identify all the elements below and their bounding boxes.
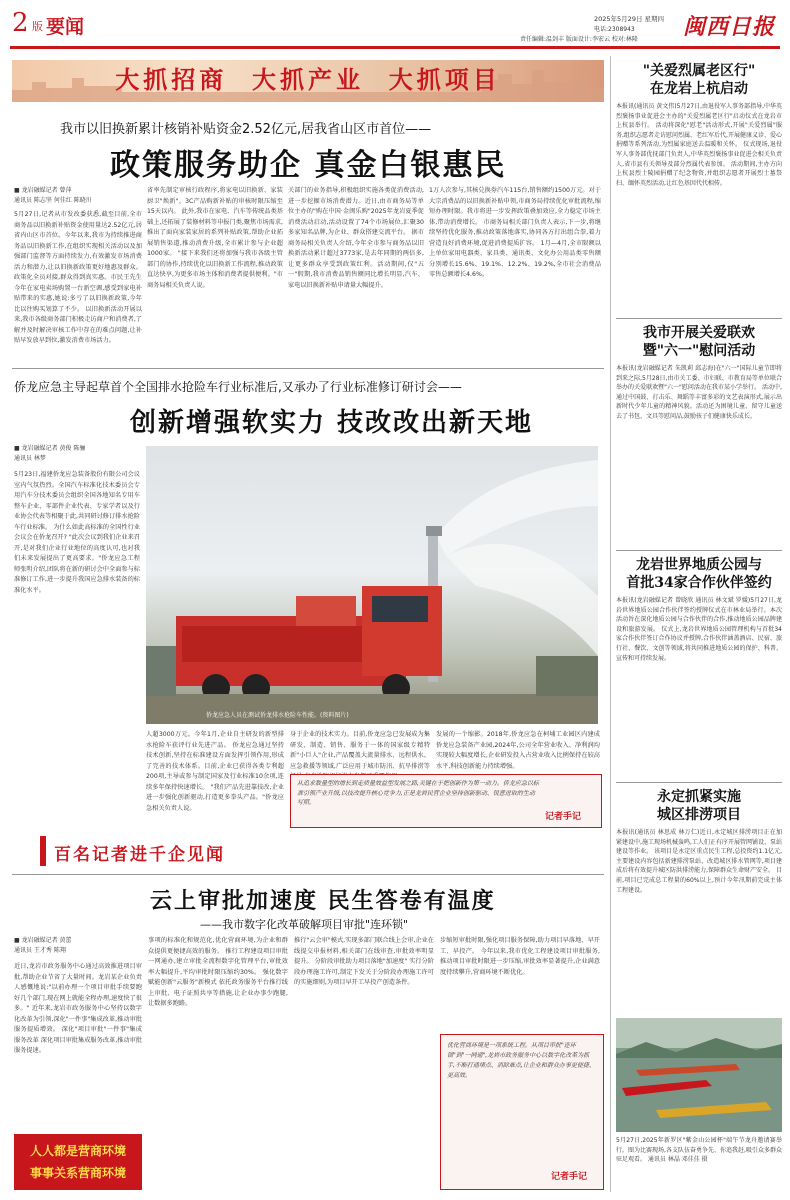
page-number: 2 (12, 8, 29, 38)
article2-kicker: 侨龙应急主导起草首个全国排水抢险车行业标准后,又承办了行业标准修订研讨会—— (14, 380, 462, 394)
campaign-banner (12, 60, 604, 102)
article3-column-3: 推行"云会审"模式,实现多部门联合线上会审,企业在线提交申报材料,相关部门在线审查,审批效率明显提升。 分阶段审批助力项目落地"加速度" 实行分阶段办理施工许可,制定下发关于分阶段办理施工许可的实施细则,为项目早开工早投产创造条件。 (294, 937, 434, 986)
column-banner-text: 百名记者进千企见闻 (54, 845, 225, 865)
article2-column-1: 5月23日,福建侨龙应急装备股份有限公司会议室内气氛热烈。全国汽车标准化技术委员会专用汽车分技术委员会组织全国各地知名专用车整车企业、零部件企业代表、专家学者以及行业协会代表等相聚于此,共同研讨修订排水抢险车行业标准。 为什么如此高标准的全国性行业会议会在侨龙召开? "此次会议到我们企业来召开,是对我们企业行业地位的高度认可,也对我们未来发展提出了更高要求。"侨龙应急工程师张明介绍,团队将在新的研讨会中全面参与标准修订工作,进一步提升我国应急排水装备的标准化水平。 (14, 471, 140, 594)
side2-divider (616, 550, 782, 551)
page-suffix: 版 (32, 20, 43, 33)
side2-body: 本报讯(龙岩融媒记者 朱凯莉 邱志海)在"六一"国际儿童节即将到来之际,5月28日,由市关工委、市妇联、市教育局等单位联合举办的关爱联欢暨"六一"慰问活动在我市某小学举行。 活动中,通过中国鼓、打击乐、舞蹈等丰富多彩的文艺表演形式,展示出新时代少年儿童的精神风貌。活动还为困境儿童、留守儿童送去了书包、文具等慰问品,鼓励孩子们健康快乐成长。 (616, 365, 782, 420)
reporter-note-box-2 (440, 1034, 604, 1190)
issue-date: 2025年5月29日 星期四 (594, 15, 665, 23)
article1-column-3: 关部门的业务指导,积极组织实施各类促消费活动,进一步挖掘市场消费潜力。近日,由市商务局等单位主办的"购在中国·金闽乐购"2025年龙岩夏季促消费活动启动,活动设置了74个市场展位,汇聚30多家知名品牌,为企业、群众搭建交流平台。 据市商务局相关负责人介绍,今年全市参与商务品以旧换新活动累计超过3773家,是去年同期的两倍多,让更多群众享受到政策红利。活动期间,仅"五一"假期,我市消费品销售额同比增长明显,汽车、家电以旧换新补贴申请量大幅提升。 (288, 187, 424, 289)
article1-byline: ■ 龙岩融媒记者 曾萍 通讯员 陈志坚 何佳红 陈晓川 (14, 187, 92, 204)
article3-title: 云上审批加速度 民生答卷有温度 (150, 888, 496, 914)
side3-divider (616, 782, 782, 783)
article1-column-1: 5月27日,记者从市发改委获悉,截至目前,全市商务品以旧换新补贴资金使用量达2.52亿元,居省内山区市首位。今年以来,我市为持续推进商务品以旧换新工作,在组织实现相关活动以及加强部门监督等方面持续发力,有效激发市场消费活力和潜力,让以旧换新政策更好地惠及群众。 政策化全员对接,群众得到真实惠。市民王先生今年在家电卖场购置一台新空调,感受到家电补贴带来的实惠,她说:多亏了以旧换新政策,今年比以往购买划算了不少。 以旧换新活动开展以来,我市各级商务部门积极走访商户和消费者,了解并及时解决审核工作中存在的难点问题,让补贴早发放早到位,激发消费市场活力。 (14, 211, 142, 344)
side4-title: 永定抓紧实施 城区排涝项目 (657, 789, 741, 823)
dragon-boat-photo (616, 1018, 782, 1132)
sidebar-divider (610, 56, 611, 1192)
section-name: 要闻 (46, 16, 85, 38)
newspaper-logo: 闽西日报 (683, 14, 776, 40)
side1-divider (616, 318, 782, 319)
article1-column-4: 1万人次参与,其核兑换券汽车115台,销售额约1500万元。对于大宗消费品的以旧换新补贴申领,市商务局持续优化审批流程,缩短办理时限。我市将进一步发挥政策叠加效应,全力稳定市场主体,带动消费增长。 市商务局相关部门负责人表示,下一步,将继续坚持优化服务,推动政策落地落实,协同各方打出组合拳,着力营造良好消费环境,促进消费提质扩容。 1月—4月,全市限额以上单位家用电器类、家具类、通讯类、文化办公用品类零售额分别增长15.6%、19.1%、12.2%、19.2%,全市社会消费品零售总额增长4.6%。 (429, 187, 601, 278)
article3-column-2: 事项的标准化和规范化,优化营商环境,为企业和群众提供更便捷高效的服务。 推行工程建设项目审批一网通办,建立审批全流程数字化管理平台,审批效率大幅提升,平均审批时限压缩约30%。 强化数字赋能创新"云服务"新模式 依托政务服务平台推行线上审批、电子证照共享等措施,让企业办事少跑腿,让数据多跑路。 (148, 937, 288, 1007)
side4-body: 本报讯(通讯员 林思成 林万仁)近日,永定城区排涝项目正在加紧建设中,施工现场机械轰鸣,工人们正有序开展管网铺设、泵站建设等作业。 该项目是永定区重点民生工程,总投资约1.1亿元,主要建设内容包括新建排涝泵站、改造城区排水管网等,项目建成后将有效提升城区防洪排涝能力,保障群众生命财产安全。 目前,项目已完成总工程量的60%以上,预计今年汛期前完成主体工程建设。 (616, 829, 782, 894)
dragon-boat-illustration (616, 1018, 782, 1132)
news-photo (146, 446, 598, 724)
article1-column-2: 省率先制定审核行政程序,将家电以旧换新、家装厨卫"焕新"、3C产品购新补贴的审核时限压缩至15天以内。 此外,我市在家电、汽车等传统品类基础上,还拓展了装修材料等申报门类,聚焦市场需求,推出了面向家装家居的系列补贴政策,帮助企业拓展销售渠道,推动消费升级,全市累计参与企业超1000家。 "接下来我们还将加强与我市各级主管部门的协作,持续优化以旧换新工作流程,推动政策直达快享,为更多市场主体和消费者提供便利。"市商务局相关负责人说。 (147, 187, 283, 289)
article3-column-1: 近日,龙岩市政务服务中心通过高效推进项目审批,帮助企业节省了大量时间。龙岩某企业负责人感慨地说:"以前办理一个项目审批手续要跑好几个部门,现在网上就能全程办理,速度快了很多。" 近年来,龙岩市政务服务中心坚持以数字化改革为引领,深化"一件事"集成改革,推动审批服务提质增效。 深化"项目审批"一件事"集成服务改革 深化项目审批集成服务改革,推动审批服务提速。 (14, 963, 142, 1054)
article1-kicker: 我市以旧换新累计核销补贴资金2.52亿元,居我省山区市首位—— (60, 122, 432, 137)
article1-title: 政策服务助企 真金白银惠民 (110, 148, 507, 183)
promo-line-1: 人人都是营商环境 (29, 1144, 126, 1158)
reporter-note-2-tag: 记者手记 (551, 1172, 588, 1182)
side1-title: "关爱烈属老区行" 在龙岩上杭启动 (642, 63, 756, 97)
side3-title: 龙岩世界地质公园与 首批34家合作伙伴签约 (626, 557, 772, 591)
column-banner (40, 836, 276, 866)
article2-column-2: 人超3000万元。今年1月,企业自主研发的新型排水抢险车获评行业先进产品。 侨龙应急通过坚持技术创新,坚持在标准建设方面发挥引领作用,形成了完善的技术体系。目前,企业已获得各类专利超200项,主导或参与制定国家及行业标准10余项,连续多年保持快速增长。 "我们产品先进靠技改,企业进一步强化创新驱动,打造更多拳头产品。"侨龙应急相关负责人说。 (146, 731, 284, 812)
article2-column-3: 身于企业的技术实力。目前,侨龙应急已发展成为集研发、制造、销售、服务于一体的国家级专精特新"小巨人"企业,产品覆盖大流量排水、远程供水、应急救援等领域,广泛应用于城市防汛、抗旱排涝等 (290, 731, 430, 770)
side-photo-caption: 5月27日,2025年新罗区"紫金山公园杯"端午节龙舟邀请赛举行。图为比赛现场,各支队伍奋勇争先、你追我赶,吸引众多群众驻足观看。 通讯员 林晶 邓佳佳 摄 (616, 1137, 782, 1164)
side1-body: 本报讯(通讯员 黄文伟)5月27日,由退役军人事务部指导,中华英烈褒扬事业促进会主办的"关爱烈属老区行"启动仪式在龙岩市上杭县举行。 活动将深化"慰老"活动形式,开展"关爱烈属"服务,组织志愿者走访慰问烈属、老红军后代,开展健康义诊、爱心捐赠等系列活动,为烈属家庭送去温暖和关怀。 仪式现场,退役军人事务部优抚部门负责人,中华英烈褒扬事业促进会相关负责人,省市县有关领导及部分烈属代表参加。 活动期间,主办方向上杭县烈士陵园捐赠了纪念物资,并组织志愿者开展烈士墓祭扫、缅怀英烈活动,让红色基因代代相传。 (616, 103, 782, 187)
article2-column-4: 发展的一个缩影。2018年,侨龙应急在柯埔工业园区内建成侨龙应急装备产业园,2024年,公司全年营业收入、净利润均实现较大幅度增长,企业研发投入占营业收入比例保持在较高水平,科技创新能力持续增强。 (436, 731, 600, 770)
photo-caption: 侨龙应急人员在测试侨龙排水抢险车性能。(资料图片) (206, 712, 349, 719)
side3-body: 本报讯(龙岩融媒记者 曾晓欣 通讯员 林文斌 罗媛)5月27日,龙岩世界地质公园合作伙伴签约授牌仪式在市林业局举行。本次活动旨在深化地质公园与合作伙伴的合作,推动地质公园品牌建设和旅游发展。 仪式上,龙岩世界地质公园管理机构与首批34家合作伙伴签订合作协议并授牌,合作伙伴涵盖酒店、民宿、旅行社、餐饮、文创等领域,将共同推进地质公园的保护、科普、宣传和可持续发展。 (616, 597, 782, 662)
article3-byline: ■ 龙岩融媒记者 黄蕾 通讯员 王才秀 陈翔 (14, 937, 72, 954)
article3-subtitle: ——我市数字化改革破解项目审批"连环锁" (200, 918, 409, 931)
article3-column-4: 步缩短审批时限,强化项目服务保障,助力项目早落地、早开工、早投产。 今年以来,我市优化工程建设项目审批服务,推动项目审批时限进一步压缩,审批效率显著提升,企业满意度持续攀升,营商环境不断优化。 (440, 937, 600, 976)
reporter-note-box (290, 774, 602, 828)
article2-byline: ■ 龙岩融媒记者 黄俊 陈骊 通讯员 林梦 (14, 445, 86, 462)
reporter-note-2-text: 优化营商环境是一项系统工程。从项目审批"连环锁"到"一网通",龙岩市政务服务中心以数字化改革为抓手,不断打通堵点、消除难点,让企业和群众办事更便捷、更高效。 (447, 1042, 595, 1079)
article2-title: 创新增强软实力 技改改出新天地 (130, 408, 534, 438)
banner-text: 大抓招商 大抓产业 大抓项目 (115, 65, 501, 94)
water-truck-illustration (146, 446, 598, 724)
business-environment-promo (14, 1134, 142, 1190)
masthead (0, 0, 790, 50)
masthead-rule (10, 46, 780, 49)
phone-number: 电话:2308943 (594, 26, 635, 33)
side2-title: 我市开展关爱联欢 暨"六一"慰问活动 (642, 325, 756, 359)
article1-divider (12, 368, 604, 369)
editor-credits: 责任编辑:温剑丰 版面设计:李宏云 校对:林隆 (520, 36, 638, 43)
promo-line-2: 事事关系营商环境 (29, 1166, 126, 1180)
article2-divider (12, 874, 604, 875)
reporter-note-tag: 记者手记 (545, 812, 582, 822)
reporter-note-text: 从追求数量型的增长到走质量效益型发展之路,关键在于把创新作为第一动力。侨龙应急以标准引领产业升级,以技改提升核心竞争力,正是龙岩民营企业坚持创新驱动、锐意进取的生动写照。 (297, 780, 539, 806)
